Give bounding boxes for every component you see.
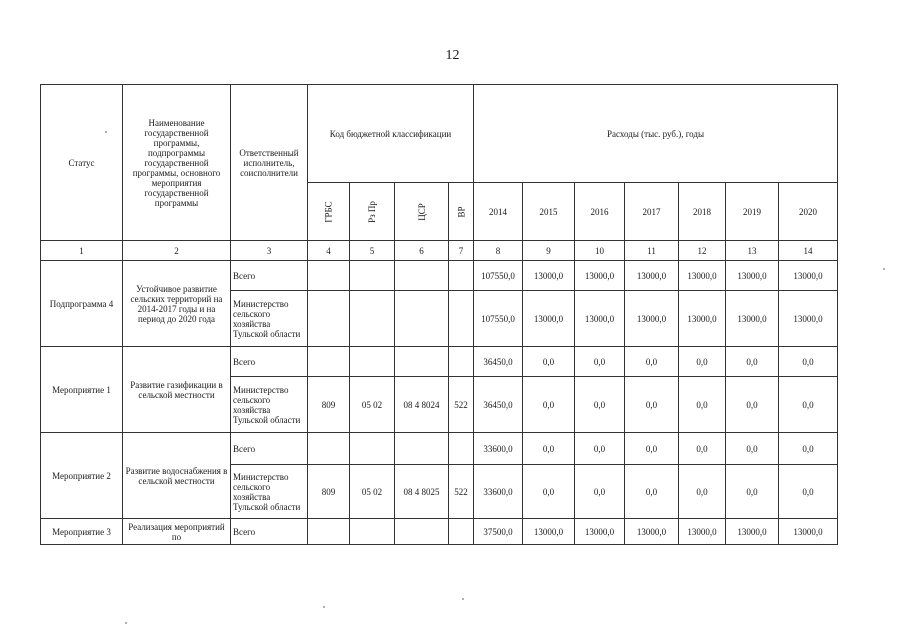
rzpr-cell: 05 02 [350, 465, 395, 519]
amount-cell: 37500,0 [474, 519, 523, 545]
executor-cell: Всего [231, 433, 308, 465]
vr-cell [449, 347, 474, 377]
grbs-cell: 809 [308, 465, 350, 519]
rzpr-cell [350, 291, 395, 347]
amount-cell: 0,0 [779, 347, 838, 377]
column-number: 8 [474, 241, 523, 261]
vr-cell: 522 [449, 465, 474, 519]
column-number: 3 [231, 241, 308, 261]
amount-cell: 0,0 [625, 347, 679, 377]
amount-cell: 36450,0 [474, 347, 523, 377]
vr-cell [449, 261, 474, 291]
column-number: 1 [41, 241, 123, 261]
csr-cell: 08 4 8024 [395, 377, 449, 433]
amount-cell: 13000,0 [523, 519, 575, 545]
amount-cell: 0,0 [679, 347, 726, 377]
scan-speck [462, 598, 464, 600]
amount-cell: 13000,0 [625, 261, 679, 291]
amount-cell: 0,0 [779, 433, 838, 465]
table-row [41, 347, 838, 377]
amount-cell: 13000,0 [625, 291, 679, 347]
amount-cell: 13000,0 [779, 519, 838, 545]
grbs-cell [308, 261, 350, 291]
amount-cell: 13000,0 [523, 291, 575, 347]
header-expenses: Расходы (тыс. руб.), годы [474, 85, 838, 183]
amount-cell: 13000,0 [575, 261, 625, 291]
grbs-cell [308, 433, 350, 465]
scan-speck [883, 268, 885, 270]
column-number: 12 [679, 241, 726, 261]
table-row [41, 433, 838, 465]
header-year: 2017 [625, 183, 679, 241]
amount-cell: 13000,0 [779, 291, 838, 347]
program-name-cell: Реализация мероприятий по [123, 519, 231, 545]
amount-cell: 0,0 [625, 465, 679, 519]
amount-cell: 0,0 [625, 377, 679, 433]
amount-cell: 13000,0 [679, 291, 726, 347]
amount-cell: 107550,0 [474, 261, 523, 291]
status-cell: Мероприятие 1 [41, 347, 123, 433]
grbs-cell [308, 291, 350, 347]
amount-cell: 0,0 [779, 377, 838, 433]
vr-cell [449, 519, 474, 545]
amount-cell: 13000,0 [679, 261, 726, 291]
header-year: 2015 [523, 183, 575, 241]
column-number-row [41, 241, 838, 261]
column-number: 11 [625, 241, 679, 261]
amount-cell: 0,0 [523, 433, 575, 465]
executor-cell: Всего [231, 519, 308, 545]
csr-cell [395, 519, 449, 545]
header-year: 2014 [474, 183, 523, 241]
header-vr: ВР [449, 183, 474, 241]
column-number: 10 [575, 241, 625, 261]
header-grbs: ГРБС [308, 183, 350, 241]
vr-cell: 522 [449, 377, 474, 433]
column-number: 9 [523, 241, 575, 261]
amount-cell: 107550,0 [474, 291, 523, 347]
column-number: 13 [726, 241, 779, 261]
amount-cell: 0,0 [575, 433, 625, 465]
column-number: 5 [350, 241, 395, 261]
csr-cell: 08 4 8025 [395, 465, 449, 519]
vr-cell [449, 433, 474, 465]
vr-cell [449, 291, 474, 347]
csr-cell [395, 433, 449, 465]
amount-cell: 0,0 [523, 377, 575, 433]
amount-cell: 13000,0 [679, 519, 726, 545]
rzpr-cell [350, 433, 395, 465]
rzpr-cell [350, 519, 395, 545]
csr-cell [395, 261, 449, 291]
amount-cell: 0,0 [575, 465, 625, 519]
scan-speck [323, 606, 325, 608]
csr-cell [395, 347, 449, 377]
column-number: 6 [395, 241, 449, 261]
executor-cell: Министерство сельского хозяйства Тульской области [231, 377, 308, 433]
table-row [41, 519, 838, 545]
header-row [41, 85, 838, 183]
scan-speck [105, 131, 107, 133]
amount-cell: 0,0 [726, 465, 779, 519]
program-name-cell: Развитие газификации в сельской местности [123, 347, 231, 433]
amount-cell: 13000,0 [779, 261, 838, 291]
header-year: 2019 [726, 183, 779, 241]
amount-cell: 0,0 [679, 465, 726, 519]
amount-cell: 0,0 [679, 433, 726, 465]
amount-cell: 36450,0 [474, 377, 523, 433]
header-year: 2018 [679, 183, 726, 241]
amount-cell: 0,0 [625, 433, 679, 465]
status-cell: Мероприятие 3 [41, 519, 123, 545]
header-rzpr: Рз Пр [350, 183, 395, 241]
grbs-cell [308, 347, 350, 377]
amount-cell: 13000,0 [726, 519, 779, 545]
grbs-cell [308, 519, 350, 545]
executor-cell: Всего [231, 347, 308, 377]
amount-cell: 0,0 [575, 377, 625, 433]
header-year: 2016 [575, 183, 625, 241]
status-cell: Подпрограмма 4 [41, 261, 123, 347]
amount-cell: 13000,0 [625, 519, 679, 545]
amount-cell: 13000,0 [523, 261, 575, 291]
amount-cell: 13000,0 [575, 519, 625, 545]
amount-cell: 0,0 [523, 465, 575, 519]
executor-cell: Министерство сельского хозяйства Тульской области [231, 465, 308, 519]
header-code: Код бюджетной классификации [308, 85, 474, 183]
amount-cell: 0,0 [523, 347, 575, 377]
amount-cell: 33600,0 [474, 465, 523, 519]
amount-cell: 0,0 [679, 377, 726, 433]
column-number: 2 [123, 241, 231, 261]
rzpr-cell [350, 347, 395, 377]
header-name: Наименование государственной программы, подпрограммы государственной программы, основного мероприятия государственной программы [123, 85, 231, 241]
page-number: 12 [445, 48, 460, 63]
grbs-cell: 809 [308, 377, 350, 433]
table-row [41, 261, 838, 291]
scan-speck [125, 622, 127, 624]
table-body [41, 261, 838, 545]
budget-table [40, 84, 838, 545]
rzpr-cell: 05 02 [350, 377, 395, 433]
executor-cell: Министерство сельского хозяйства Тульской области [231, 291, 308, 347]
amount-cell: 0,0 [726, 377, 779, 433]
program-name-cell: Развитие водоснабжения в сельской местности [123, 433, 231, 519]
amount-cell: 0,0 [779, 465, 838, 519]
header-year: 2020 [779, 183, 838, 241]
csr-cell [395, 291, 449, 347]
amount-cell: 0,0 [575, 347, 625, 377]
amount-cell: 33600,0 [474, 433, 523, 465]
rzpr-cell [350, 261, 395, 291]
amount-cell: 13000,0 [575, 291, 625, 347]
amount-cell: 0,0 [726, 347, 779, 377]
header-executor: Ответственный исполнитель, соисполнители [231, 85, 308, 241]
amount-cell: 13000,0 [726, 291, 779, 347]
amount-cell: 13000,0 [726, 261, 779, 291]
executor-cell: Всего [231, 261, 308, 291]
program-name-cell: Устойчивое развитие сельских территорий на 2014-2017 годы и на период до 2020 года [123, 261, 231, 347]
header-status: Статус [41, 85, 123, 241]
column-number: 7 [449, 241, 474, 261]
amount-cell: 0,0 [726, 433, 779, 465]
header-csr: ЦСР [395, 183, 449, 241]
column-number: 14 [779, 241, 838, 261]
column-number: 4 [308, 241, 350, 261]
status-cell: Мероприятие 2 [41, 433, 123, 519]
